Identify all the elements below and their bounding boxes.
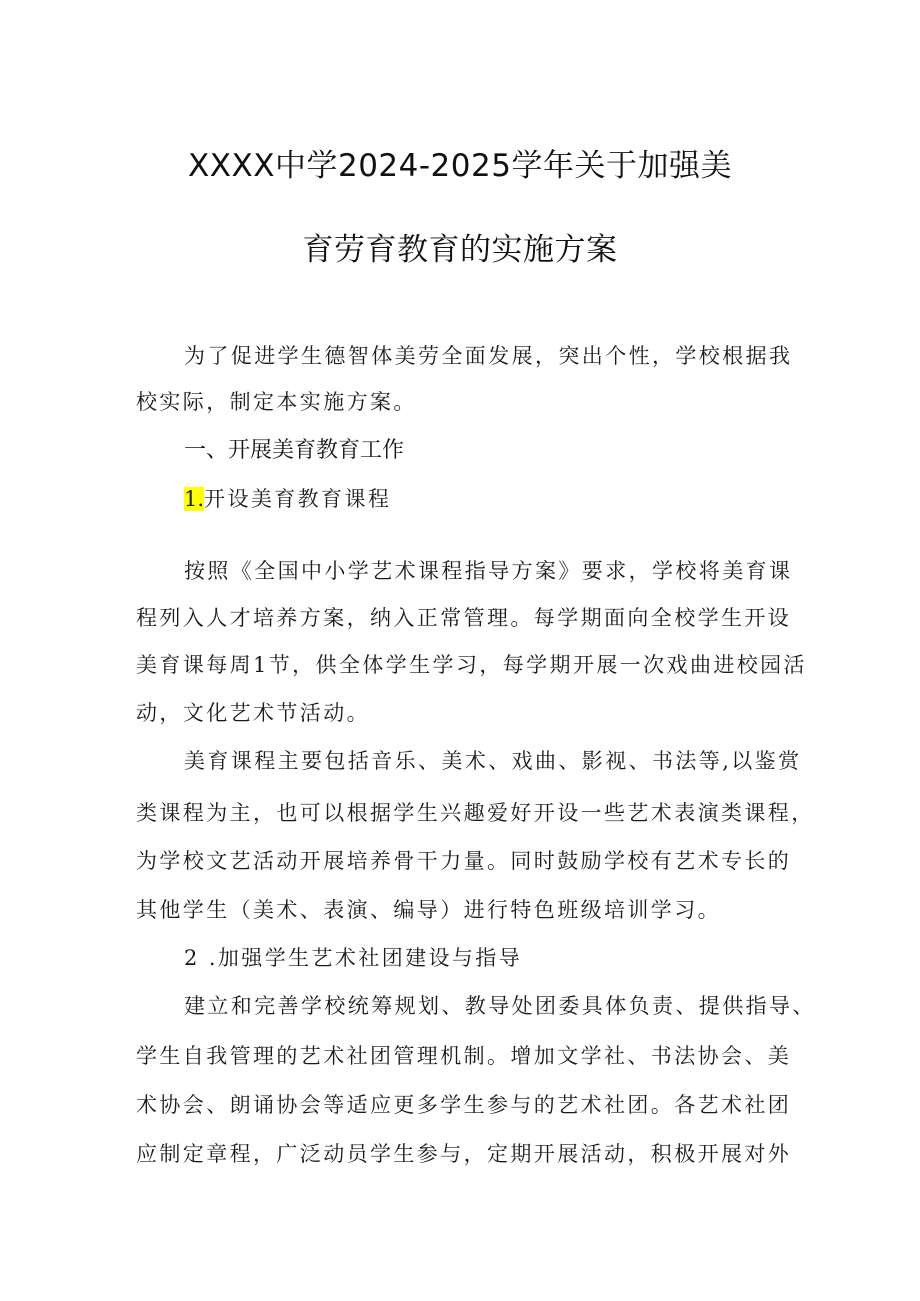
document-title-line-2: 育劳育教育的实施方案	[302, 232, 618, 268]
item-1-label: 开设美育教育课程	[204, 487, 392, 511]
content-line-4: 其他学生（美术、表演、编导）进行特色班级培训学习。	[136, 898, 721, 922]
item-1-number: 1.	[184, 487, 205, 511]
intro-line-2: 校实际，制定本实施方案。	[136, 390, 417, 414]
clubs-line-4: 应制定章程，广泛动员学生参与，定期开展活动，积极开展对外	[136, 1142, 792, 1166]
curriculum-line-2: 程列入人才培养方案，纳入正常管理。每学期面向全校学生开设	[136, 606, 792, 630]
document-title-line-1: XXXX中学2024-2025学年关于加强美	[188, 148, 732, 184]
item-1-heading	[184, 483, 391, 513]
curriculum-line-1: 按照《全国中小学艺术课程指导方案》要求，学校将美育课	[184, 559, 793, 583]
clubs-line-2: 学生自我管理的艺术社团管理机制。增加文学社、书法协会、美	[136, 1044, 792, 1068]
intro-line-1: 为了促进学生德智体美劳全面发展，突出个性，学校根据我	[184, 344, 793, 368]
content-line-2: 类课程为主，也可以根据学生兴趣爱好开设一些艺术表演类课程，	[136, 801, 815, 825]
clubs-line-1: 建立和完善学校统筹规划、教导处团委具体负责、提供指导、	[184, 994, 816, 1018]
curriculum-line-3: 美育课每周1节，供全体学生学习，每学期开展一次戏曲进校园活	[136, 653, 807, 677]
item-2-heading: 2 .加强学生艺术社团建设与指导	[184, 946, 523, 970]
curriculum-line-4: 动，文化艺术节活动。	[136, 701, 370, 725]
section-1-heading: 一、开展美育教育工作	[184, 438, 405, 463]
content-line-3: 为学校文艺活动开展培养骨干力量。同时鼓励学校有艺术专长的	[136, 849, 792, 873]
content-line-1: 美育课程主要包括音乐、美术、戏曲、影视、书法等,以鉴赏	[184, 749, 802, 773]
clubs-line-3: 术协会、朗诵协会等适应更多学生参与的艺术社团。各艺术社团	[136, 1093, 792, 1117]
